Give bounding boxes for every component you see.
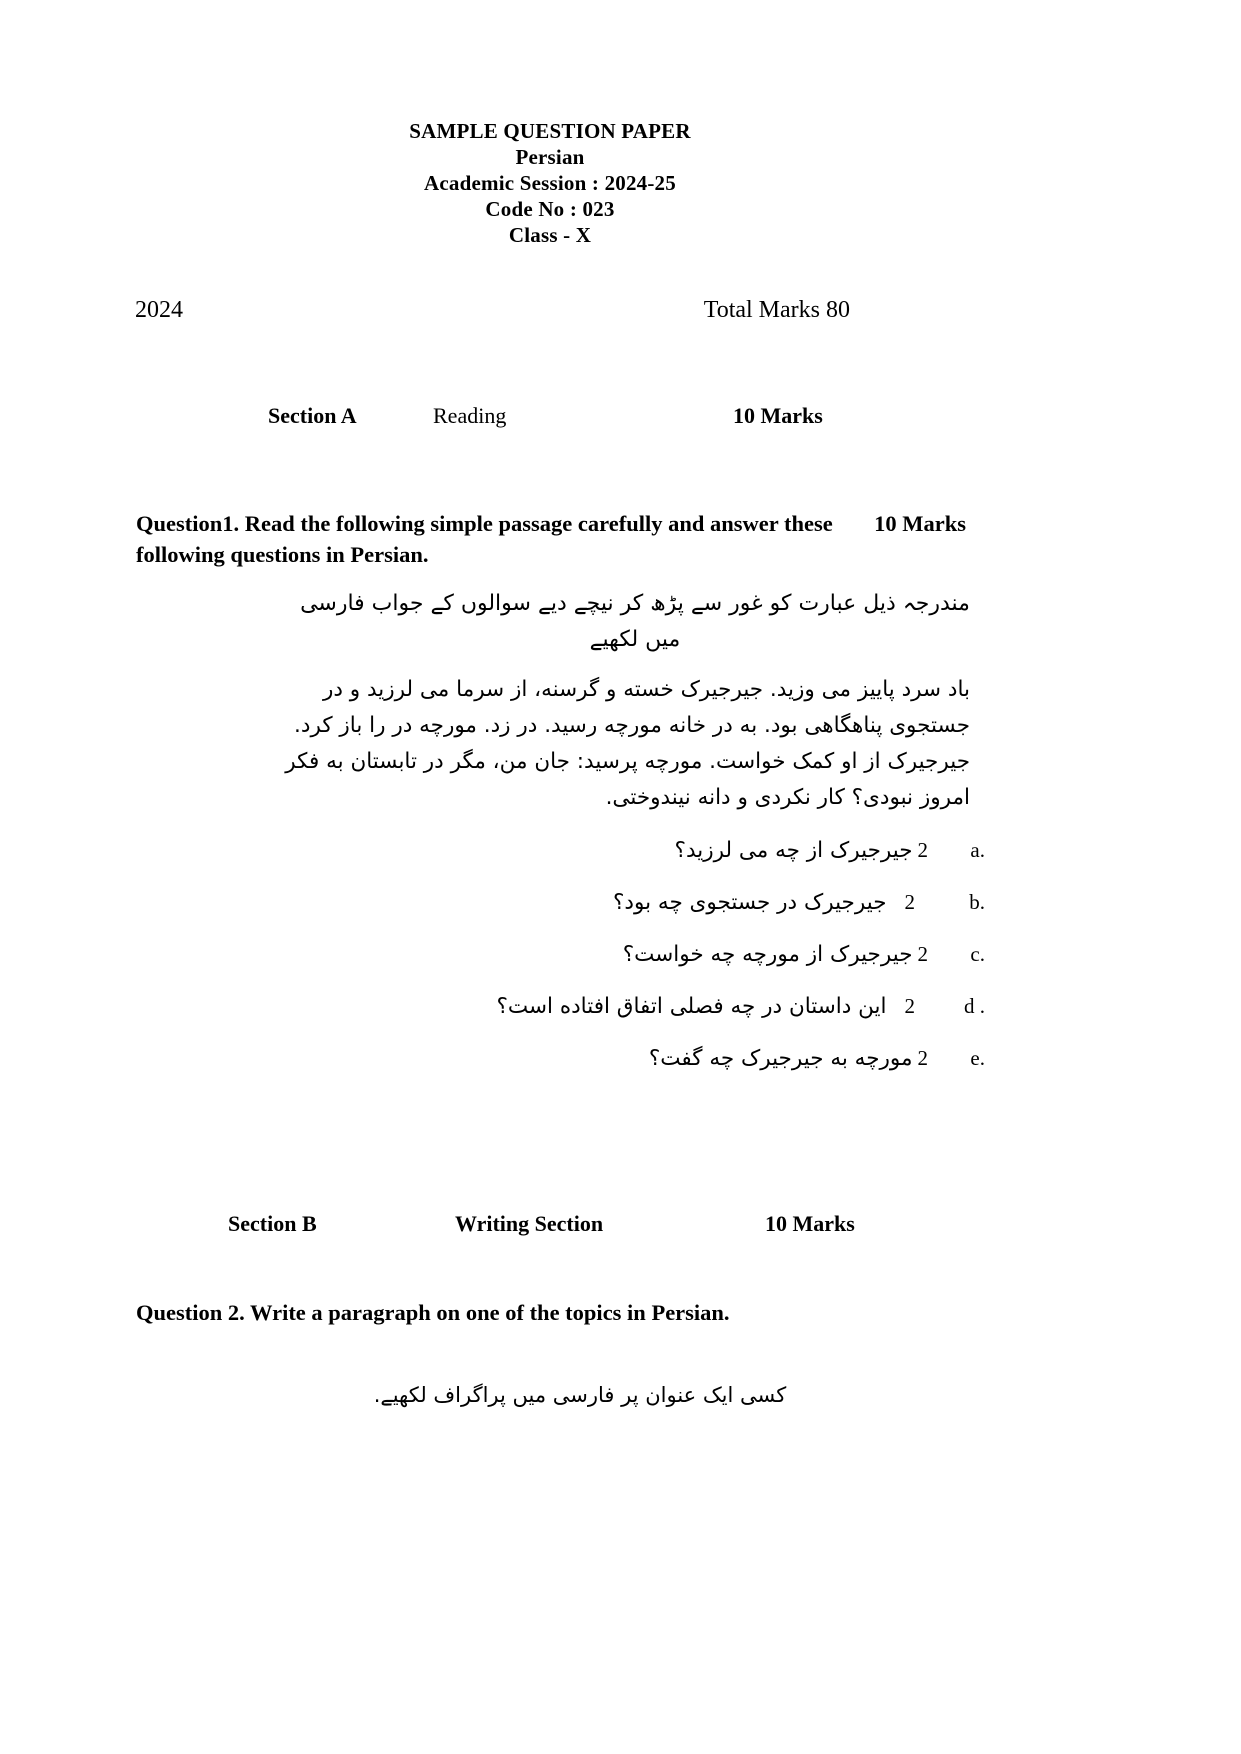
- subquestion-label: c.: [970, 942, 985, 966]
- subquestion-marks: 2: [917, 942, 928, 966]
- section-b-name: Section B: [228, 1211, 317, 1236]
- subquestion-marks: 2: [917, 1046, 928, 1070]
- list-item: [430, 890, 985, 942]
- question1-subquestion-list: [430, 838, 985, 1098]
- subquestion-label: d .: [964, 994, 985, 1018]
- document-header: [0, 118, 1100, 248]
- subquestion-label: e.: [970, 1046, 985, 1070]
- total-marks: Total Marks 80: [703, 297, 850, 323]
- subquestion-text: مورچه به جیرجیرک چه گفت؟: [648, 1046, 913, 1071]
- header-line-subject: Persian: [515, 145, 585, 169]
- question2-prompt: Question 2. Write a paragraph on one of the topics in Persian.: [136, 1300, 730, 1325]
- subquestion-marks: 2: [904, 994, 915, 1018]
- subquestion-text: جیرجیرک در جستجوی چه بود؟: [613, 890, 887, 915]
- question1-prompt: [136, 508, 966, 570]
- subquestion-text: جیرجیرک از چه می لرزید؟: [674, 838, 913, 863]
- subquestion-text: این داستان در چه فصلی اتفاق افتاده است؟: [496, 994, 887, 1019]
- meta-row: [135, 295, 850, 325]
- list-item: [430, 838, 985, 890]
- question1-urdu-instruction: مندرجہ ذیل عبارت کو غور سے پڑھ کر نیچے دیے سوالوں کے جواب فارسی میں لکھیے: [300, 591, 970, 652]
- header-line-class: Class - X: [508, 223, 592, 247]
- subquestion-text: جیرجیرک از مورچه چه خواست؟: [622, 942, 913, 967]
- question1-text: Question1. Read the following simple passage carefully and answer these following questions in Persian.: [136, 511, 833, 567]
- list-item: [430, 1046, 985, 1098]
- subquestion-marks: 2: [904, 890, 915, 914]
- header-line-code: Code No : 023: [485, 197, 615, 221]
- question2-urdu-instruction: کسی ایک عنوان پر فارسی میں پراگراف لکھیے.: [373, 1383, 787, 1407]
- subquestion-marks: 2: [917, 838, 928, 862]
- list-item: [430, 994, 985, 1046]
- section-a-kind: Reading: [433, 403, 507, 428]
- subquestion-label: a.: [970, 838, 985, 862]
- question1-marks: 10 Marks: [874, 511, 966, 536]
- section-b-heading: [228, 1210, 893, 1238]
- section-a-heading: [268, 402, 888, 430]
- question1-persian-passage: باد سرد پاییز می وزید. جیرجیرک خسته و گرسنه، از سرما می لرزید و در جستجوی پناهگاهی بود. به در خانه مورچه رسید. در زد. مورچه در را باز کرد. جیرجیرک از او کمک خواست. مورچه پرسید: جان من، مگر در تابستان به فکر امروز نبودی؟ کار نکردی و دانه نیندوختی.: [285, 677, 970, 810]
- section-b-marks: 10 Marks: [765, 1211, 855, 1236]
- section-a-name: Section A: [268, 403, 357, 428]
- subquestion-label: b.: [969, 890, 985, 914]
- header-line-title: SAMPLE QUESTION PAPER: [409, 119, 691, 143]
- exam-year: 2024: [135, 297, 183, 323]
- list-item: [430, 942, 985, 994]
- section-b-kind: Writing Section: [455, 1211, 604, 1236]
- header-line-session: Academic Session : 2024-25: [424, 171, 676, 195]
- section-a-marks: 10 Marks: [733, 403, 823, 428]
